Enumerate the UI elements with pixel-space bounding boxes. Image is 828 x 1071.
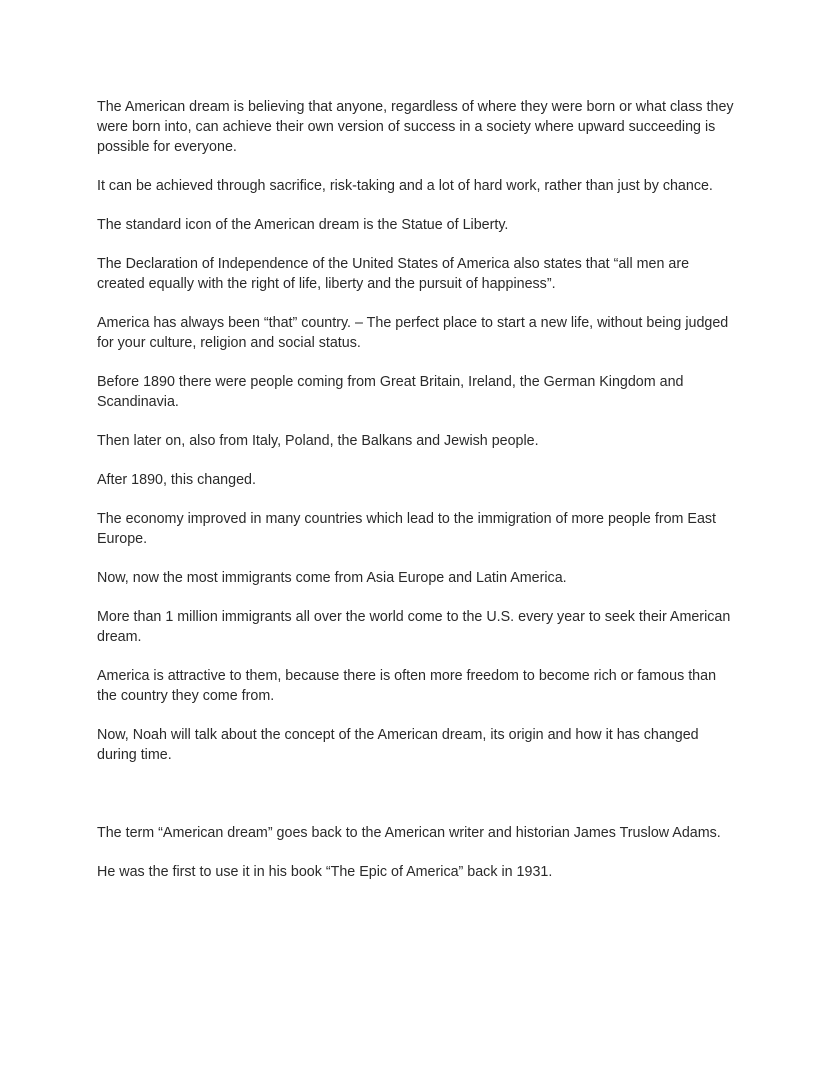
section-spacer [97, 784, 737, 823]
paragraph: Before 1890 there were people coming from Great Britain, Ireland, the German Kingdom and Scandinavia. [97, 374, 684, 410]
paragraph: The term “American dream” goes back to the American writer and historian James Truslow Adams. [97, 825, 721, 841]
document-body [97, 97, 737, 901]
paragraph: The standard icon of the American dream is the Statue of Liberty. [97, 217, 509, 233]
paragraph: Now, now the most immigrants come from Asia Europe and Latin America. [97, 570, 567, 586]
paragraph: The economy improved in many countries which lead to the immigration of more people from East Europe. [97, 511, 717, 547]
paragraph: America has always been “that” country. – The perfect place to start a new life, without being judged for your culture, religion and social status. [97, 315, 729, 351]
paragraph: He was the first to use it in his book “The Epic of America” back in 1931. [97, 864, 553, 880]
paragraph: America is attractive to them, because there is often more freedom to become rich or famous than the country they come from. [97, 668, 717, 704]
paragraph: Now, Noah will talk about the concept of the American dream, its origin and how it has changed during time. [97, 727, 699, 763]
paragraph: It can be achieved through sacrifice, risk-taking and a lot of hard work, rather than just by chance. [97, 178, 713, 194]
paragraph: The American dream is believing that anyone, regardless of where they were born or what class they were born into, can achieve their own version of success in a society where upward succeeding is possible for everyone. [97, 99, 734, 155]
paragraph: After 1890, this changed. [97, 472, 256, 488]
paragraph: The Declaration of Independence of the United States of America also states that “all men are created equally with the right of life, liberty and the pursuit of happiness”. [97, 256, 690, 292]
paragraph: More than 1 million immigrants all over the world come to the U.S. every year to seek their American dream. [97, 609, 731, 645]
paragraph: Then later on, also from Italy, Poland, the Balkans and Jewish people. [97, 433, 539, 449]
